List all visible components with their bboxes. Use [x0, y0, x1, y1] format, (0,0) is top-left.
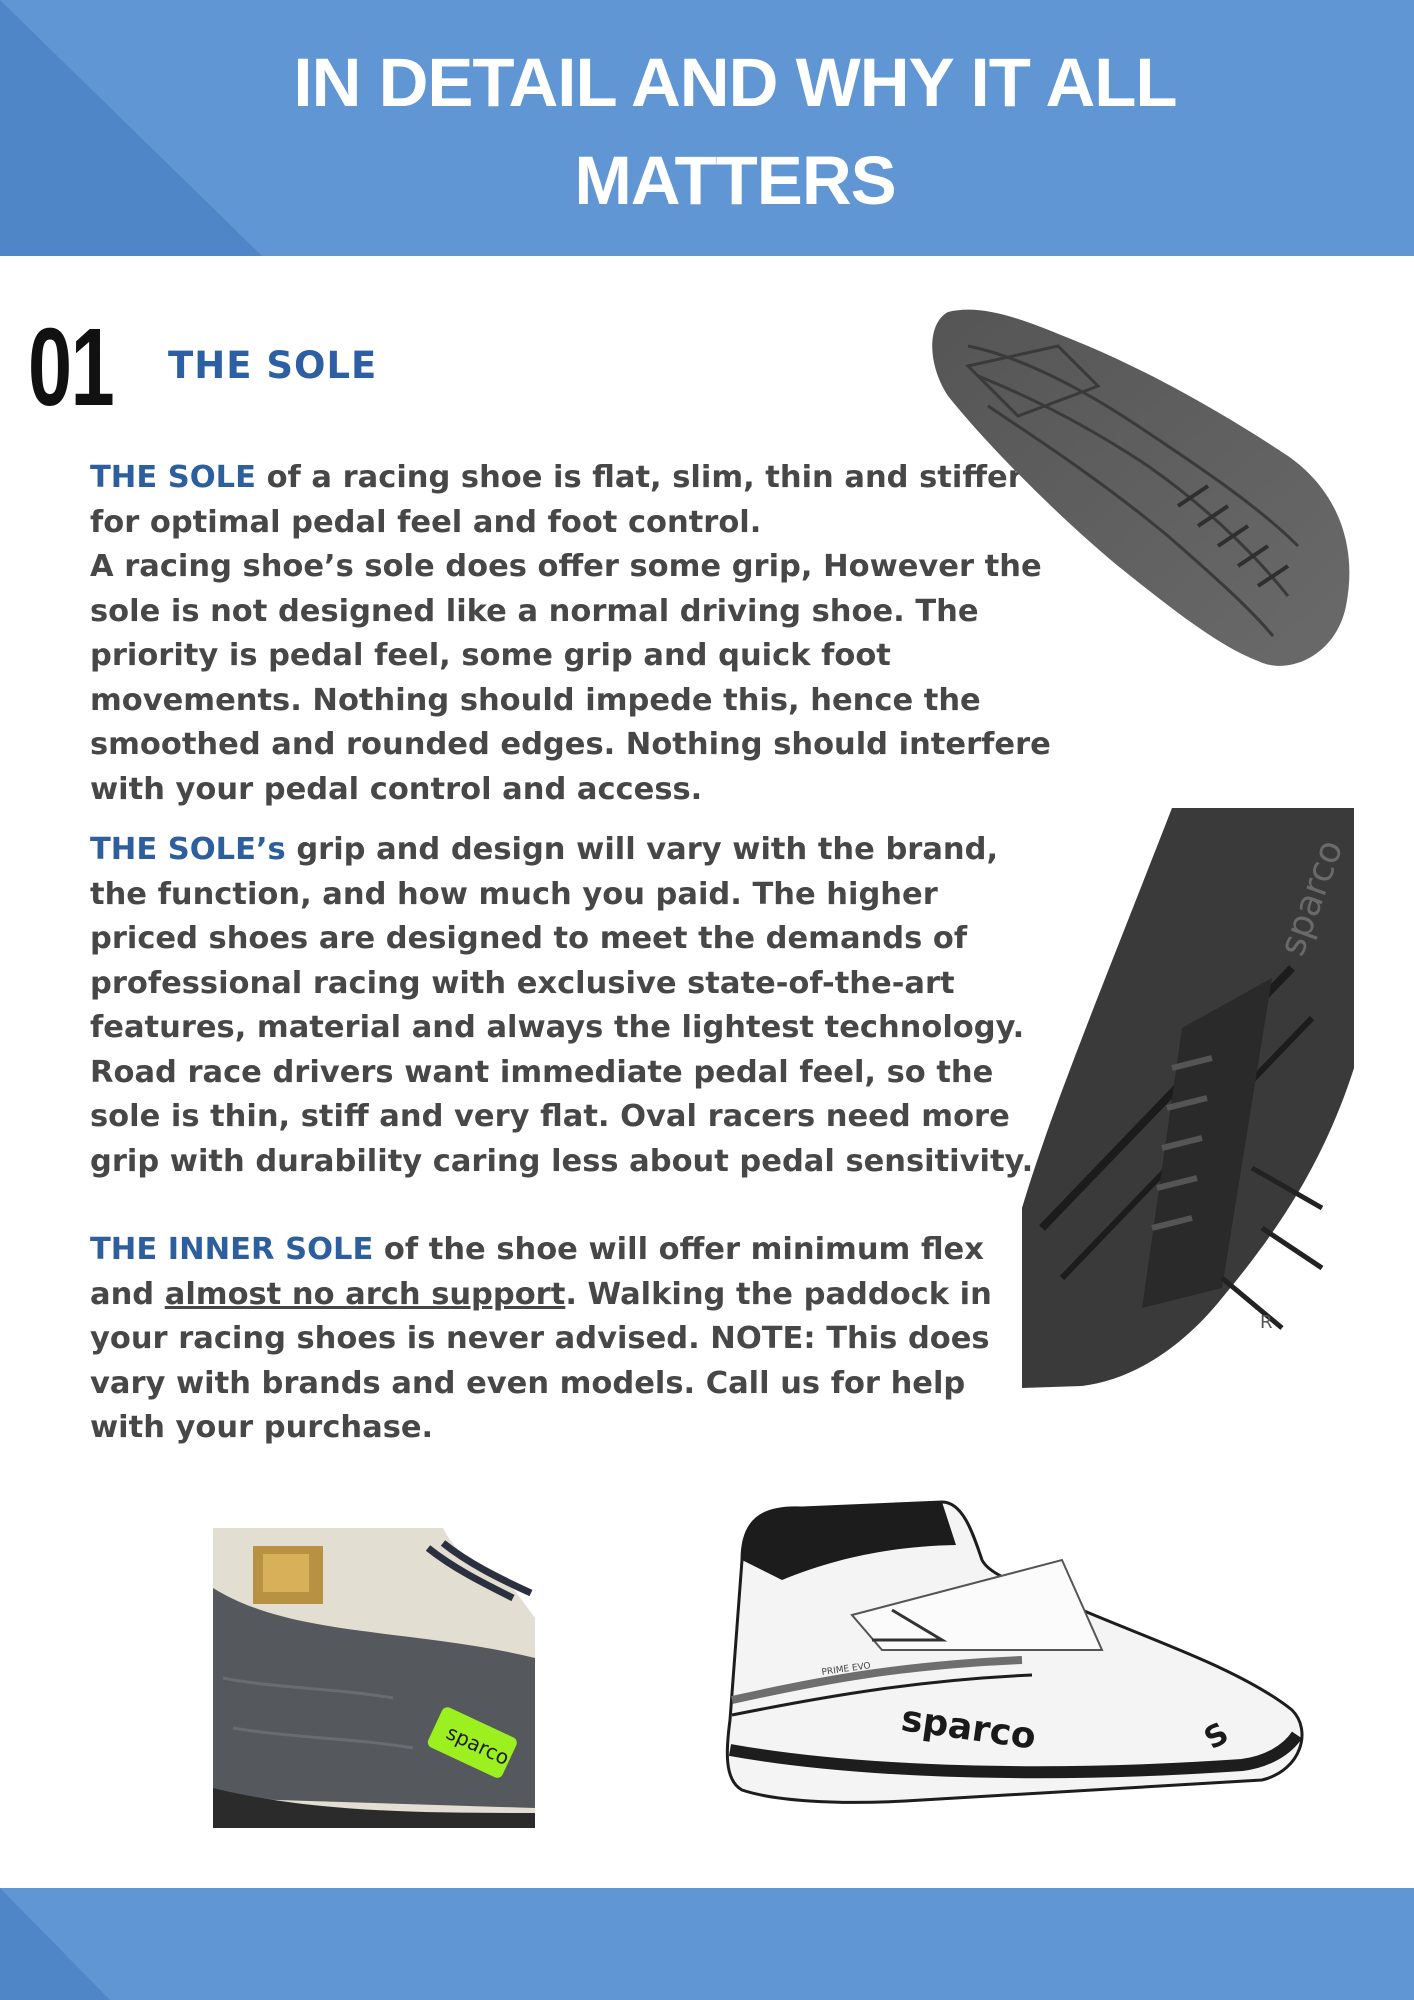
paragraph-sole-grip: [90, 828, 1050, 1184]
tag-logo: sparco: [442, 1720, 514, 1771]
page-title-line1: IN DETAIL AND WHY IT ALL: [293, 44, 1177, 121]
white-racing-shoe-photo: [722, 1500, 1304, 1816]
paragraph-sole-intro: [90, 456, 1070, 812]
section-number: 01: [28, 306, 114, 429]
paragraph-lead: THE SOLE: [90, 460, 256, 495]
shoe-brand-mark: S: [1198, 1715, 1235, 1757]
paragraph-text: of the shoe will offer minimum flex and: [90, 1232, 984, 1312]
shoe-inner-sole-photo: [213, 1528, 535, 1828]
paragraph-text: A racing shoe’s sole does offer some grip, However the sole is not designed like a normal driving shoe. The priority is pedal feel, some grip and quick foot movements. Nothing should impede this, hence the smoothed and rounded edges. Nothing should interfere with your pedal control and access.: [90, 549, 1051, 807]
shoe-model-label: PRIME EVO: [821, 1661, 872, 1678]
footer-banner: [0, 1888, 1414, 2000]
sole-closeup-photo: [1022, 808, 1354, 1388]
shoe-brand-logo: sparco: [898, 1698, 1039, 1758]
paragraph-text: of a racing shoe is flat, slim, thin and stiffer for optimal pedal feel and foot control.: [90, 460, 1023, 540]
paragraph-lead: THE SOLE’s: [90, 832, 286, 867]
sparco-logo: sparco: [1271, 834, 1352, 962]
sole-photo: [928, 306, 1358, 676]
paragraph-text: grip and design will vary with the brand, the function, and how much you paid. The higher priced shoes are designed to meet the demands of professional racing with exclusive state-of-the-art features, material and always the lightest technology. Road race drivers want immediate pedal feel, so the sole is thin, stiff and very flat. Oval racers need more grip with durability caring less about pedal sensitivity.: [90, 832, 1034, 1179]
footer-triangle-decoration: [0, 1888, 120, 2000]
page-title-line2: MATTERS: [574, 142, 896, 219]
paragraph-lead: THE INNER SOLE: [90, 1232, 374, 1267]
arch-support-emphasis: almost no arch support: [164, 1276, 566, 1312]
page-title: [160, 34, 1310, 230]
paragraph-inner-sole: [90, 1228, 1030, 1451]
paragraph-text: . Walking the paddock in your racing shoes is never advised. NOTE: This does vary with brands and even models. Call us for help with your purchase.: [90, 1276, 992, 1445]
brand-mark: R: [1260, 1312, 1273, 1333]
section-title: THE SOLE: [168, 344, 378, 387]
